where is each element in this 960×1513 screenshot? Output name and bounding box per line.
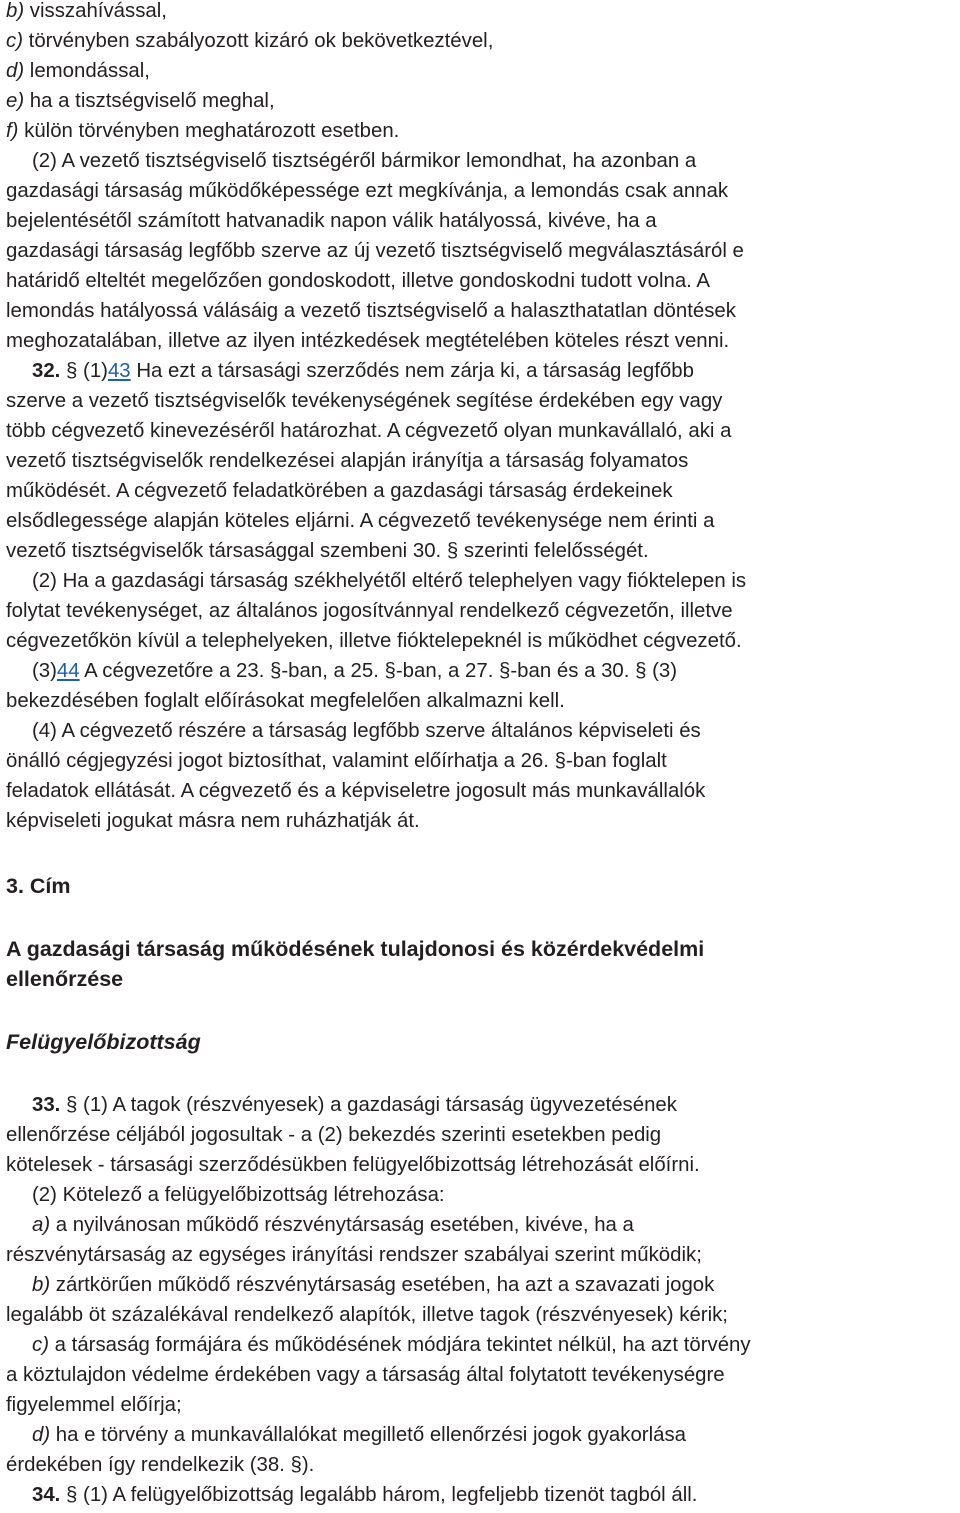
list-item: c) a társaság formájára és működésének módjára tekintet nélkül, ha azt törvény bbox=[32, 1334, 751, 1356]
list-item-continuation: a köztulajdon védelme érdekében vagy a társaság által folytatott tevékenységre bbox=[6, 1364, 725, 1386]
list-item: c) törvényben szabályozott kizáró ok bekövetkeztével, bbox=[6, 30, 494, 52]
chapter-title-line: ellenőrzése bbox=[6, 967, 124, 991]
list-item: f) külön törvényben meghatározott esetben. bbox=[6, 120, 400, 142]
paragraph-line: gazdasági társaság működőképessége ezt megkívánja, a lemondás csak annak bbox=[6, 180, 729, 202]
list-item: d) ha e törvény a munkavállalókat megillető ellenőrzési jogok gyakorlása bbox=[32, 1424, 686, 1446]
list-item: d) lemondással, bbox=[6, 60, 150, 82]
paragraph-line: bejelentésétől számított hatvanadik napon válik hatályossá, kivéve, ha a bbox=[6, 210, 657, 232]
paragraph-line: több cégvezető kinevezéséről határozhat. A cégvezető olyan munkavállaló, aki a bbox=[6, 420, 732, 442]
paragraph-line: elsődlegessége alapján köteles eljárni. A cégvezető tevékenysége nem érinti a bbox=[6, 510, 715, 532]
section-sign: § bbox=[66, 1094, 78, 1116]
list-item-continuation: érdekében így rendelkezik (38. §). bbox=[6, 1454, 315, 1476]
paragraph-line: (2) A vezető tisztségviselő tisztségéről bármikor lemondhat, ha azonban a bbox=[32, 150, 697, 172]
list-item: b) visszahívással, bbox=[6, 0, 167, 22]
section-34-heading-line: 34. § (1) A felügyelőbizottság legalább három, legfeljebb tizenöt tagból áll. bbox=[32, 1484, 698, 1506]
list-item-continuation: legalább öt százalékával rendelkező alapítók, illetve tagok (részvényesek) kérik; bbox=[6, 1304, 728, 1326]
list-item: e) ha a tisztségviselő meghal, bbox=[6, 90, 275, 112]
paragraph-line: (3)44 A cégvezetőre a 23. §-ban, a 25. §-ban, a 27. §-ban és a 30. § (3) bbox=[32, 660, 678, 682]
chapter-heading: 3. Cím bbox=[6, 874, 71, 898]
paragraph-line: ellenőrzése céljából jogosultak - a (2) bekezdés szerinti esetekben pedig bbox=[6, 1124, 662, 1146]
paragraph-line: határidő elteltét megelőzően gondoskodott, illetve gondoskodni tudott volna. A bbox=[6, 270, 710, 292]
list-item: b) zártkörűen működő részvénytársaság esetében, ha azt a szavazati jogok bbox=[32, 1274, 715, 1296]
paragraph-line: cégvezetőkön kívül a telephelyeken, illetve fióktelepeknél is működhet cégvezető. bbox=[6, 630, 742, 652]
section-number: 34. bbox=[32, 1484, 61, 1506]
paragraph-line: (2) Ha a gazdasági társaság székhelyétől eltérő telephelyen vagy fióktelepen is bbox=[32, 570, 747, 592]
paragraph-line: képviseleti jogukat másra nem ruházhatják át. bbox=[6, 810, 420, 832]
list-item-continuation: részvénytársaság az egységes irányítási rendszer szabályai szerint működik; bbox=[6, 1244, 702, 1266]
section-number: 33. bbox=[32, 1094, 61, 1116]
paragraph-line: feladatok ellátását. A cégvezető és a képviseletre jogosult más munkavállalók bbox=[6, 780, 706, 802]
paragraph-line: (2) Kötelező a felügyelőbizottság létrehozása: bbox=[32, 1184, 445, 1206]
footnote-link-44[interactable]: 44 bbox=[56, 660, 80, 682]
footnote-link-43[interactable]: 43 bbox=[107, 360, 131, 382]
section-number: 32. bbox=[32, 360, 61, 382]
list-item: a) a nyilvánosan működő részvénytársaság esetében, kivéve, ha a bbox=[32, 1214, 634, 1236]
paragraph-line: folytat tevékenységet, az általános jogosítvánnyal rendelkező cégvezetőn, illetve bbox=[6, 600, 733, 622]
paragraph-line: működését. A cégvezető feladatkörében a gazdasági társaság érdekeinek bbox=[6, 480, 673, 502]
section-33-heading-line: 33. § (1) A tagok (részvényesek) a gazdasági társaság ügyvezetésének bbox=[32, 1094, 677, 1116]
paragraph-line: bekezdésében foglalt előírásokat megfelelően alkalmazni kell. bbox=[6, 690, 565, 712]
paragraph-line: gazdasági társaság legfőbb szerve az új vezető tisztségviselő megválasztásáról e bbox=[6, 240, 744, 262]
paragraph-line: meghozatalában, illetve az ilyen intézkedések megtételében köteles részt venni. bbox=[6, 330, 730, 352]
paragraph-line: vezető tisztségviselők társasággal szembeni 30. § szerinti felelősségét. bbox=[6, 540, 649, 562]
paragraph-line: vezető tisztségviselők rendelkezései alapján irányítja a társaság folyamatos bbox=[6, 450, 689, 472]
paragraph-line: lemondás hatályossá válásáig a vezető tisztségviselő a halaszthatatlan döntések bbox=[6, 300, 736, 322]
paragraph-line: szerve a vezető tisztségviselők tevékenységének segítése érdekében egy vagy bbox=[6, 390, 723, 412]
list-item-continuation: figyelemmel előírja; bbox=[6, 1394, 182, 1416]
subtitle-heading: Felügyelőbizottság bbox=[6, 1030, 201, 1054]
section-sign: § bbox=[66, 1484, 78, 1506]
section-31-continuation bbox=[6, 0, 958, 836]
paragraph-line: kötelesek - társasági szerződésükben felügyelőbizottság létrehozását előírni. bbox=[6, 1154, 700, 1176]
section-sign: § bbox=[66, 360, 78, 382]
section-32-heading-line: 32. § (1)43 Ha ezt a társasági szerződés nem zárja ki, a társaság legfőbb bbox=[32, 360, 694, 382]
paragraph-line: önálló cégjegyzési jogot biztosíthat, valamint előírhatja a 26. §-ban foglalt bbox=[6, 750, 667, 772]
section-33 bbox=[6, 1090, 958, 1510]
paragraph-line: (4) A cégvezető részére a társaság legfőbb szerve általános képviseleti és bbox=[32, 720, 701, 742]
chapter-title-line: A gazdasági társaság működésének tulajdonosi és közérdekvédelmi bbox=[6, 937, 705, 961]
